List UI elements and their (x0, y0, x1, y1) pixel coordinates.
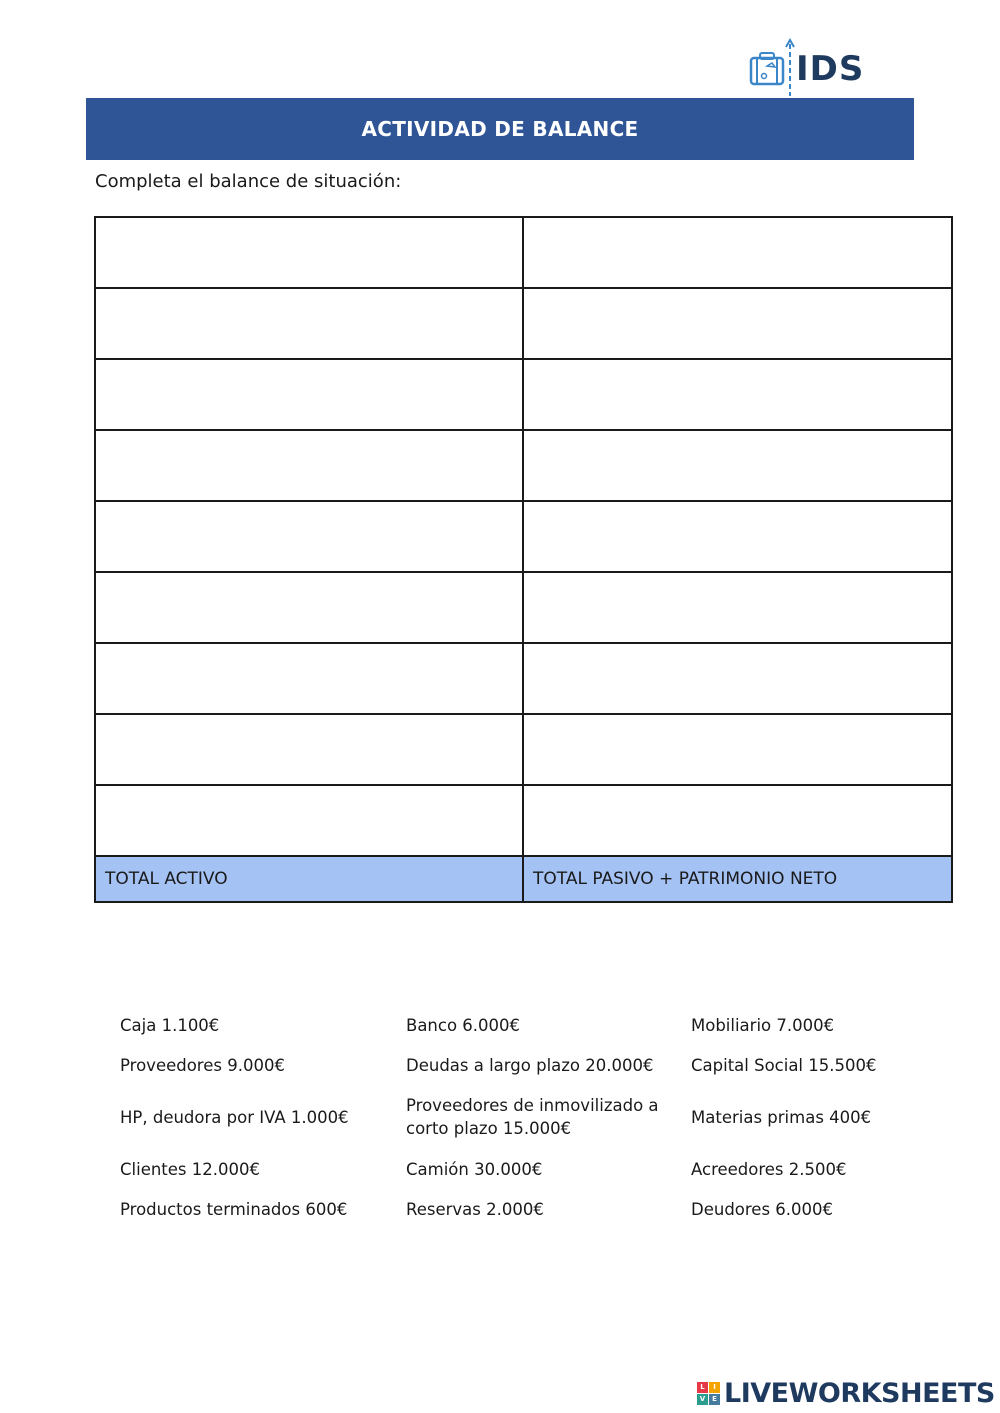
balance-table (94, 216, 953, 903)
activo-answer-cell[interactable] (95, 785, 523, 856)
answer-row (95, 785, 952, 856)
pasivo-answer-cell[interactable] (523, 217, 952, 288)
balance-item: Clientes 12.000€ (120, 1159, 260, 1179)
total-row (95, 856, 952, 902)
total-pasivo-cell[interactable]: TOTAL PASIVO + PATRIMONIO NETO (523, 856, 952, 902)
balance-item: Productos terminados 600€ (120, 1199, 348, 1219)
answer-row (95, 217, 952, 288)
instruction-text: Completa el balance de situación: (95, 171, 402, 192)
balance-item: Reservas 2.000€ (406, 1199, 544, 1219)
activo-answer-cell[interactable] (95, 501, 523, 572)
answer-row (95, 643, 952, 714)
pasivo-answer-cell[interactable] (523, 501, 952, 572)
activo-answer-cell[interactable] (95, 359, 523, 430)
balance-item: Proveedores 9.000€ (120, 1055, 285, 1075)
activo-answer-cell[interactable] (95, 217, 523, 288)
total-activo-cell[interactable]: TOTAL ACTIVO (95, 856, 523, 902)
activo-answer-cell[interactable] (95, 430, 523, 501)
activo-answer-cell[interactable] (95, 572, 523, 643)
logo-text: IDS (796, 49, 865, 89)
balance-item: Mobiliario 7.000€ (691, 1015, 835, 1035)
liveworksheets-badge-icon (697, 1382, 720, 1405)
pasivo-answer-cell[interactable] (523, 359, 952, 430)
balance-item: Acreedores 2.500€ (691, 1159, 847, 1179)
brand-text: LIVEWORKSHEETS (724, 1377, 995, 1409)
answer-row (95, 714, 952, 785)
pasivo-answer-cell[interactable] (523, 785, 952, 856)
balance-item: Proveedores de inmovilizado a corto plazo 15.000€ (406, 1096, 659, 1138)
balance-item: Banco 6.000€ (406, 1015, 521, 1035)
activo-answer-cell[interactable] (95, 288, 523, 359)
balance-item: Deudas a largo plazo 20.000€ (406, 1055, 654, 1075)
activo-answer-cell[interactable] (95, 643, 523, 714)
balance-item: Caja 1.100€ (120, 1015, 220, 1035)
balance-item: Deudores 6.000€ (691, 1199, 834, 1219)
answer-row (95, 359, 952, 430)
page-title: ACTIVIDAD DE BALANCE (361, 117, 639, 141)
liveworksheets-logo (697, 1377, 995, 1409)
pasivo-answer-cell[interactable] (523, 430, 952, 501)
balance-item: Materias primas 400€ (691, 1107, 872, 1127)
badge-letter: I (709, 1382, 720, 1393)
title-banner (86, 98, 914, 160)
badge-letter: V (697, 1394, 708, 1405)
pasivo-answer-cell[interactable] (523, 643, 952, 714)
pasivo-answer-cell[interactable] (523, 714, 952, 785)
items-list (120, 1005, 950, 1229)
pasivo-answer-cell[interactable] (523, 288, 952, 359)
activo-answer-cell[interactable] (95, 714, 523, 785)
badge-letter: E (709, 1394, 720, 1405)
answer-row (95, 288, 952, 359)
answer-row (95, 572, 952, 643)
badge-letter: L (697, 1382, 708, 1393)
balance-item: Capital Social 15.500€ (691, 1055, 877, 1075)
balance-item: Camión 30.000€ (406, 1159, 543, 1179)
pasivo-answer-cell[interactable] (523, 572, 952, 643)
answer-row (95, 430, 952, 501)
balance-item: HP, deudora por IVA 1.000€ (120, 1107, 349, 1127)
answer-row (95, 501, 952, 572)
